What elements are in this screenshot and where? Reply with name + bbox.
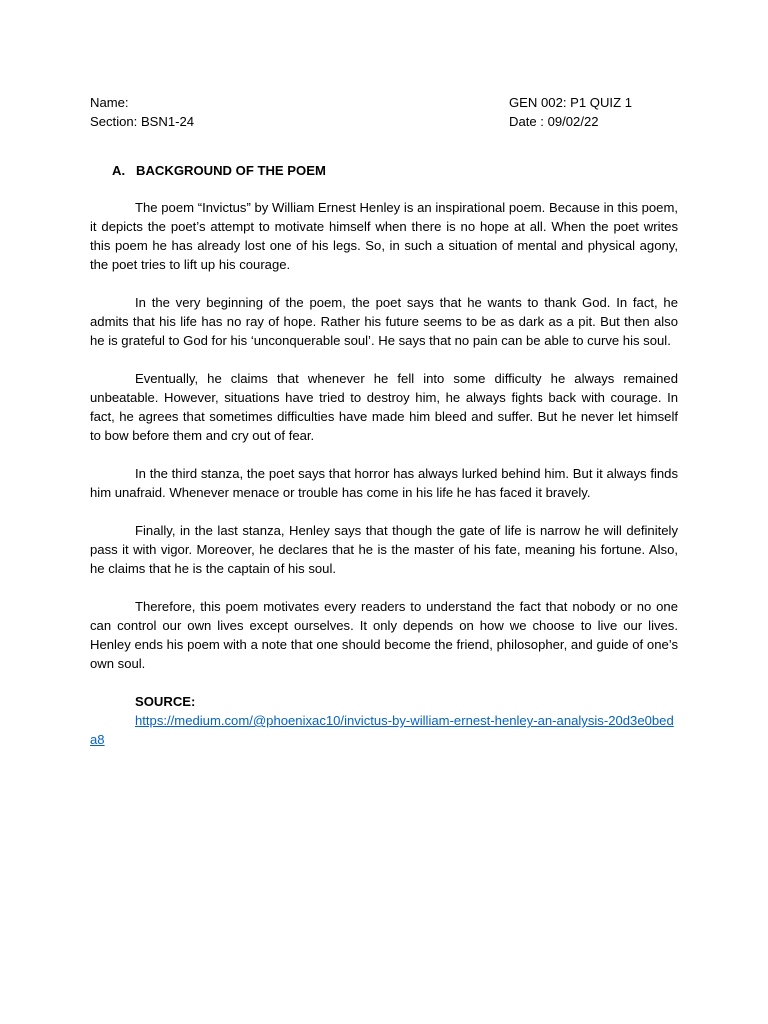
date-label: Date : 09/02/22 xyxy=(509,114,599,129)
section-heading xyxy=(112,161,678,180)
name-label: Name: xyxy=(90,95,129,110)
header-row-2 xyxy=(90,112,678,131)
paragraph-conclusion: Therefore, this poem motivates every readers to understand the fact that nobody or no one can control our own lives except ourselves. It only depends on how we choose to live our lives. Henley ends his poem with a note that one should become the friend, philosopher, and guide of one’s own soul. xyxy=(90,599,678,671)
paragraph-third-stanza: In the third stanza, the poet says that horror has always lurked behind him. But it always finds him unafraid. Whenever menace or trouble has come in his life he has faced it bravely. xyxy=(90,466,678,500)
section-letter: A. xyxy=(112,163,126,178)
header-row-1 xyxy=(90,93,678,112)
source-link[interactable]: https://medium.com/@phoenixac10/invictus-by-william-ernest-henley-an-analysis-20d3e0beda8 xyxy=(90,713,674,747)
paragraph-second-stanza: Eventually, he claims that whenever he fell into some difficulty he always remained unbeatable. However, situations have tried to destroy him, he always fights back with courage. In fact, he agrees that sometimes difficulties have made him bleed and suffer. But he never let himself to bow before them and cry out of fear. xyxy=(90,371,678,443)
source-block xyxy=(90,692,678,749)
paragraph-intro: The poem “Invictus” by William Ernest Henley is an inspirational poem. Because in this poem, it depicts the poet’s attempt to motivate himself when there is no hope at all. When the poet writes this poem he has already lost one of his legs. So, in such a situation of mental and physical agony, the poet tries to lift up his courage. xyxy=(90,200,678,272)
section-title: BACKGROUND OF THE POEM xyxy=(136,163,326,178)
course-label: GEN 002: P1 QUIZ 1 xyxy=(509,95,632,110)
paragraph-last-stanza: Finally, in the last stanza, Henley says that though the gate of life is narrow he will definitely pass it with vigor. Moreover, he declares that he is the master of his fate, meaning his fortune. Also, he claims that he is the captain of his soul. xyxy=(90,523,678,576)
document-body xyxy=(90,93,678,749)
paragraph-first-stanza: In the very beginning of the poem, the poet says that he wants to thank God. In fact, he admits that his life has no ray of hope. Rather his future seems to be as dark as a pit. But then also he is grateful to God for his ‘unconquerable soul’. He says that no pain can be able to curve his soul. xyxy=(90,295,678,348)
section-label: Section: BSN1-24 xyxy=(90,114,195,129)
source-label: SOURCE: xyxy=(135,694,196,709)
